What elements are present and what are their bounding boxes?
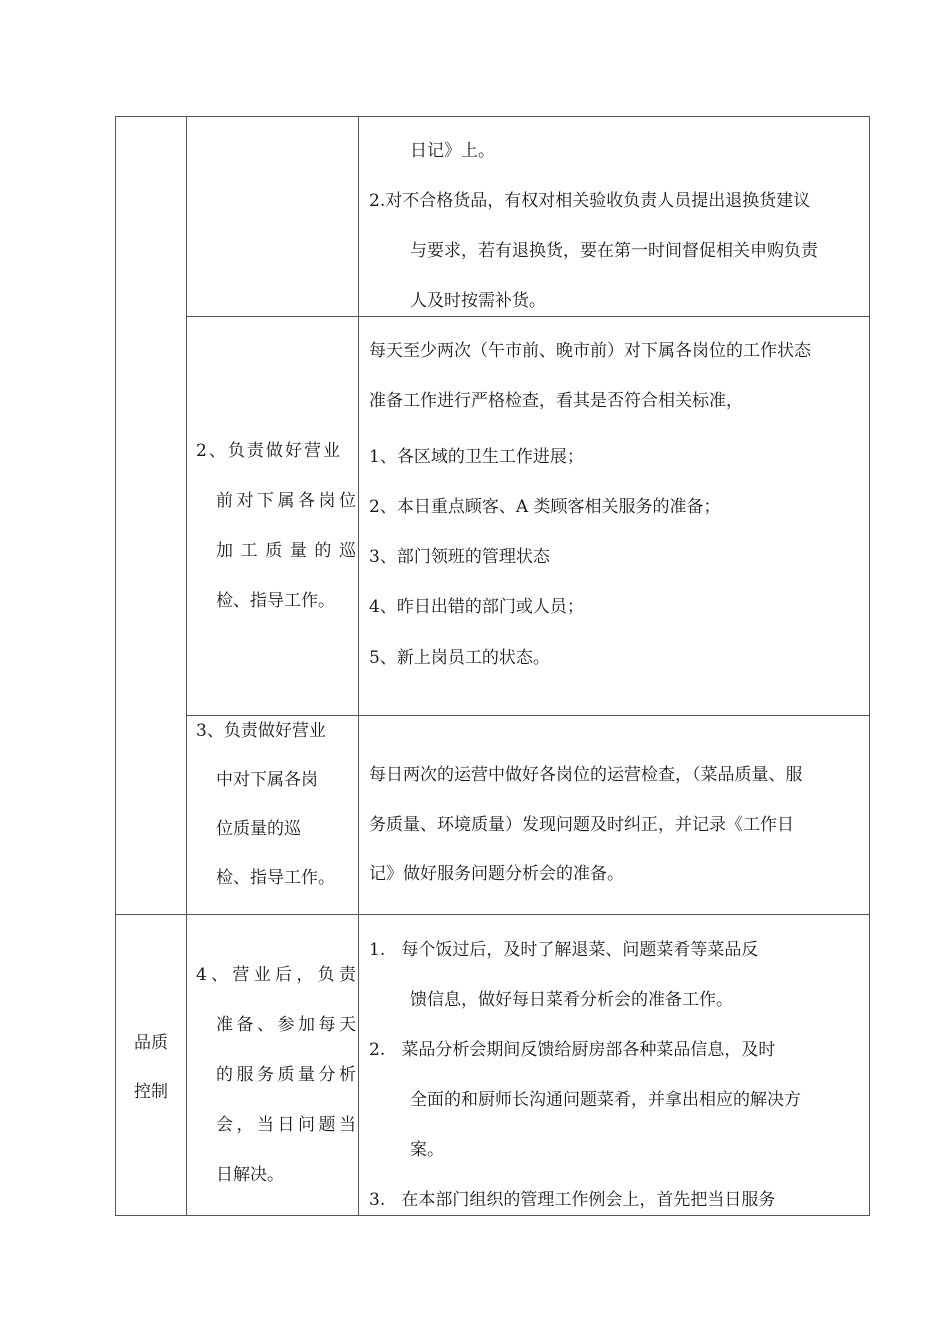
detail-text: 务质量、环境质量）发现问题及时纠正，并记录《工作日 xyxy=(369,815,794,835)
detail-text: 5、新上岗员工的状态。 xyxy=(369,648,550,668)
table-border-col2 xyxy=(358,116,359,1216)
task-text: 日解决。 xyxy=(216,1165,284,1185)
task-text: 会，当日问题当 xyxy=(216,1115,356,1135)
detail-text: 1. 每个饭过后，及时了解退菜、问题菜肴等菜品反 xyxy=(369,940,759,960)
detail-text: 全面的和厨师长沟通问题菜肴，并拿出相应的解决方 xyxy=(410,1090,801,1110)
task-text: 的服务质量分析 xyxy=(216,1065,356,1085)
task-text: 加工质量的巡 xyxy=(216,541,356,561)
task-text: 3、负责做好营业 xyxy=(196,721,326,741)
task-text: 中对下属各岗 xyxy=(216,770,318,790)
table-border-col1 xyxy=(186,116,187,1216)
table-border-row3 xyxy=(115,914,870,915)
detail-text: 每天至少两次（午市前、晚市前）对下属各岗位的工作状态 xyxy=(369,341,811,361)
task-text: 检、指导工作。 xyxy=(216,868,335,888)
task-text: 前对下属各岗位 xyxy=(216,491,356,511)
detail-text: 日记》上。 xyxy=(410,141,495,161)
task-text: 4、营业后，负责 xyxy=(196,965,356,985)
detail-text: 2. 菜品分析会期间反馈给厨房部各种菜品信息，及时 xyxy=(369,1040,776,1060)
detail-text: 3. 在本部门组织的管理工作例会上，首先把当日服务 xyxy=(369,1190,776,1210)
category-label: 品质 xyxy=(134,1033,168,1053)
table-border-top xyxy=(115,116,870,117)
task-text: 检、指导工作。 xyxy=(216,591,335,611)
detail-text: 馈信息，做好每日菜肴分析会的准备工作。 xyxy=(410,990,733,1010)
table-border-right xyxy=(869,116,870,1216)
detail-text: 2、本日重点顾客、A 类顾客相关服务的准备； xyxy=(369,497,721,517)
detail-text: 记》做好服务问题分析会的准备。 xyxy=(369,864,624,884)
detail-text: 人及时按需补货。 xyxy=(410,291,546,311)
detail-text: 与要求，若有退换货，要在第一时间督促相关申购负责 xyxy=(410,241,818,261)
table-border-row1 xyxy=(186,316,870,317)
detail-text: 准备工作进行严格检查，看其是否符合相关标准， xyxy=(369,391,743,411)
task-text: 准备、参加每天 xyxy=(216,1015,356,1035)
table-border-bottom xyxy=(115,1215,870,1216)
detail-text: 2.对不合格货品，有权对相关验收负责人员提出退换货建议 xyxy=(369,191,811,211)
task-text: 2、负责做好营业 xyxy=(196,441,340,461)
detail-text: 1、各区域的卫生工作进展； xyxy=(369,447,584,467)
task-text: 位质量的巡 xyxy=(216,819,301,839)
category-label: 控制 xyxy=(134,1082,168,1102)
table-border-row2 xyxy=(186,715,870,716)
detail-text: 每日两次的运营中做好各岗位的运营检查，（菜品质量、服 xyxy=(369,765,803,785)
detail-text: 3、部门领班的管理状态 xyxy=(369,547,550,567)
detail-text: 案。 xyxy=(410,1140,444,1160)
detail-text: 4、昨日出错的部门或人员； xyxy=(369,597,584,617)
